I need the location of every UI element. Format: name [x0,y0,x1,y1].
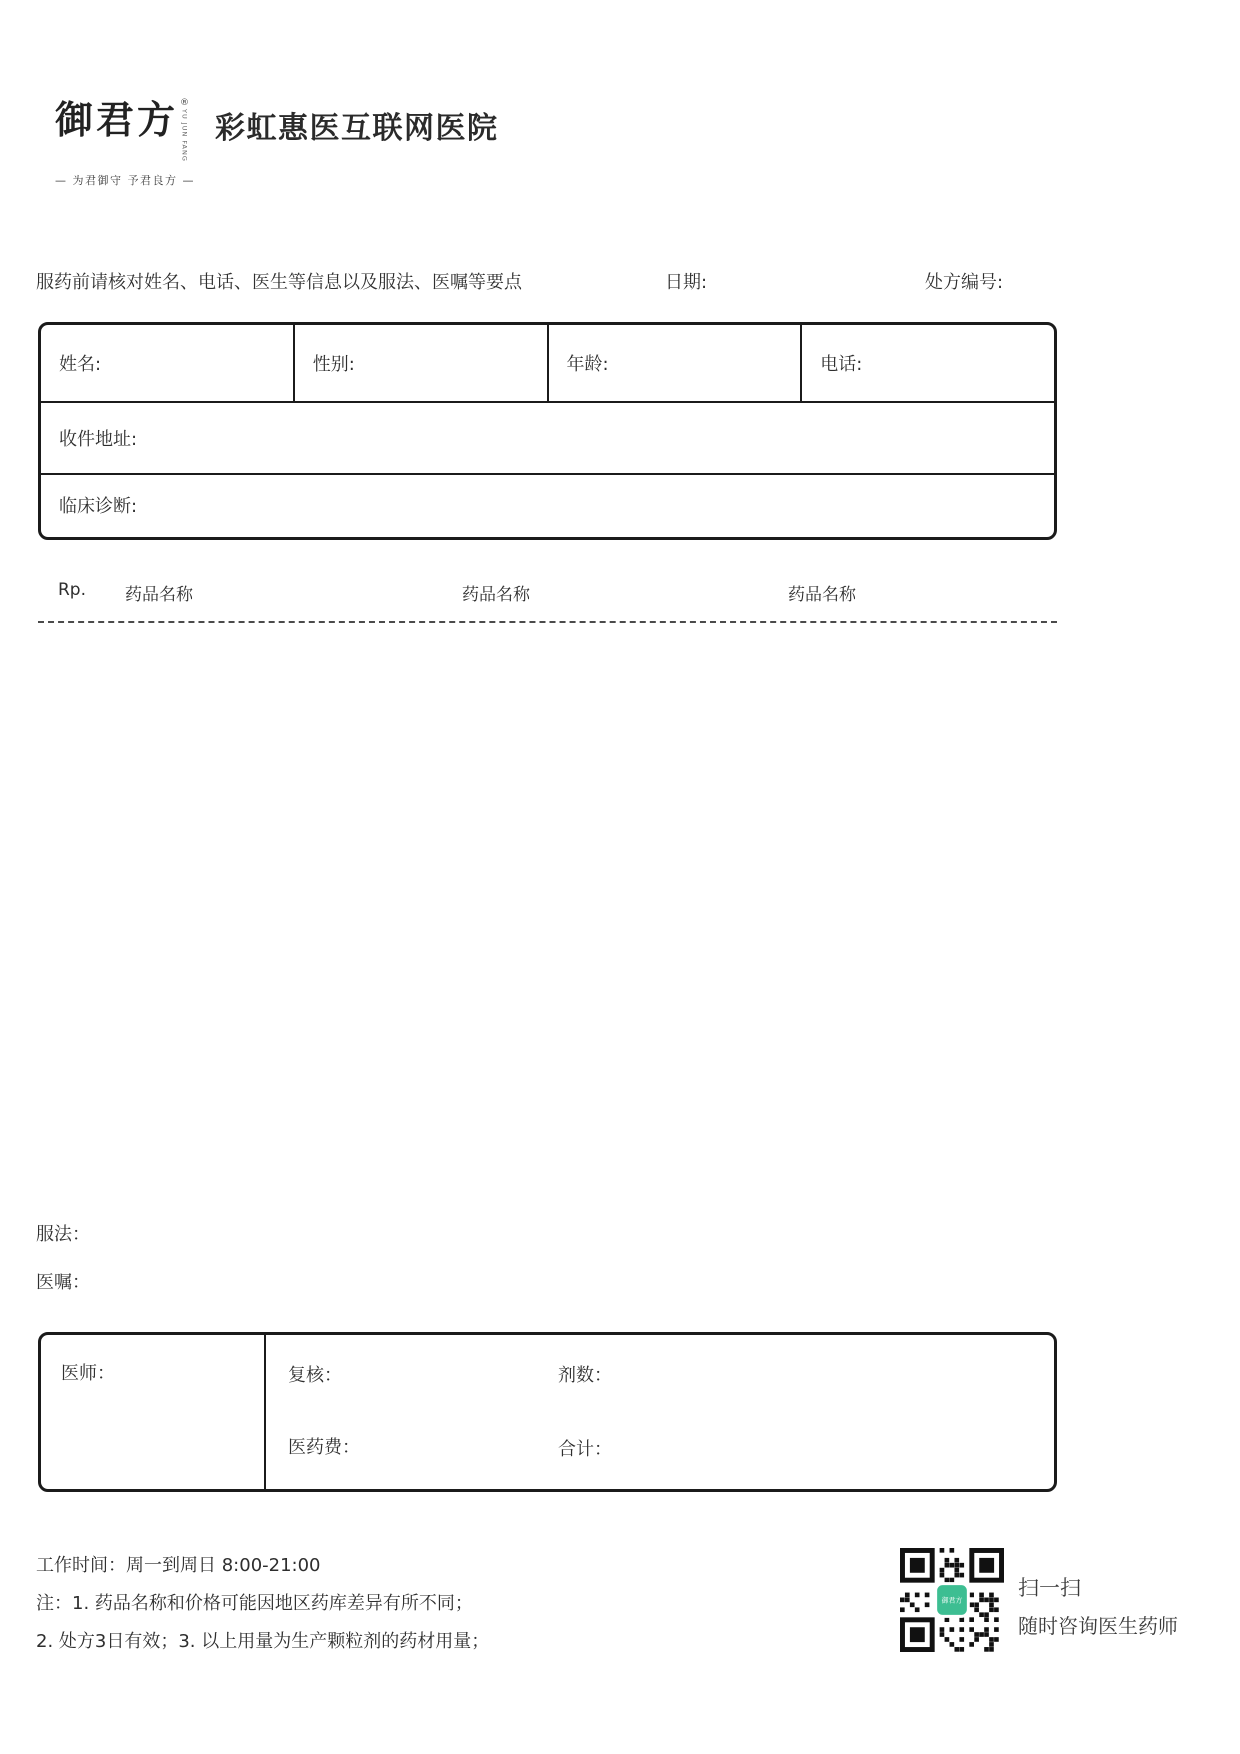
review-fee-cell [266,1335,1054,1489]
review-label: 复核： [288,1365,342,1386]
registered-trademark-icon: ® [180,98,190,108]
note-line-2: 2. 处方3日有效；3. 以上用量为生产颗粒剂的药材用量； [36,1631,490,1652]
name-label: 姓名: [59,354,102,375]
hospital-title: 彩虹惠医互联网医院 [215,111,499,146]
doctor-signature-cell [41,1335,266,1489]
usage-label: 服法： [36,1224,90,1245]
scan-label: 扫一扫 [1018,1576,1081,1600]
prescription-number-label: 处方编号: [925,272,1004,293]
diagnosis-field [41,475,1054,535]
dashed-separator [38,621,1057,623]
note-line-1: 注：1. 药品名称和价格可能因地区药库差异有所不同； [36,1593,473,1614]
scan-description: 随时咨询医生药师 [1018,1614,1178,1638]
work-time-text: 工作时间：周一到周日 8:00-21:00 [36,1555,321,1576]
diagnosis-label: 临床诊断: [59,496,138,517]
name-field [41,325,293,401]
drug-name-column-header-2: 药品名称 [462,585,530,605]
gender-label: 性别: [312,354,355,375]
phone-label: 电话: [820,354,863,375]
doses-label: 剂数： [558,1365,612,1386]
brand-logo-text: 御君方 [55,97,179,142]
brand-tagline: — 为君御守 予君良方 — [55,173,195,187]
patient-info-row-basic [41,325,1054,403]
patient-info-box [38,322,1057,540]
doctor-label: 医师： [61,1363,115,1384]
check-reminder-text: 服药前请核对姓名、电话、医生等信息以及服法、医嘱等要点 [36,272,522,293]
rp-label: Rp. [58,580,87,600]
medicine-fee-label: 医药费： [288,1437,360,1458]
gender-field [293,325,547,401]
address-field [41,403,1054,475]
drug-name-column-header-1: 药品名称 [125,585,193,605]
date-label: 日期: [665,272,708,293]
doctor-advice-label: 医嘱： [36,1272,90,1293]
brand-pinyin-vertical: YU JUN FANG [180,109,189,162]
signature-box [38,1332,1057,1492]
qr-code [900,1548,1004,1652]
total-label: 合计： [558,1439,612,1460]
age-label: 年龄: [566,354,609,375]
address-label: 收件地址: [59,429,138,450]
drug-name-column-header-3: 药品名称 [788,585,856,605]
phone-field [800,325,1054,401]
age-field [547,325,801,401]
qr-center-logo-text: 御君方 [941,1596,963,1605]
brand-logo [55,98,195,188]
